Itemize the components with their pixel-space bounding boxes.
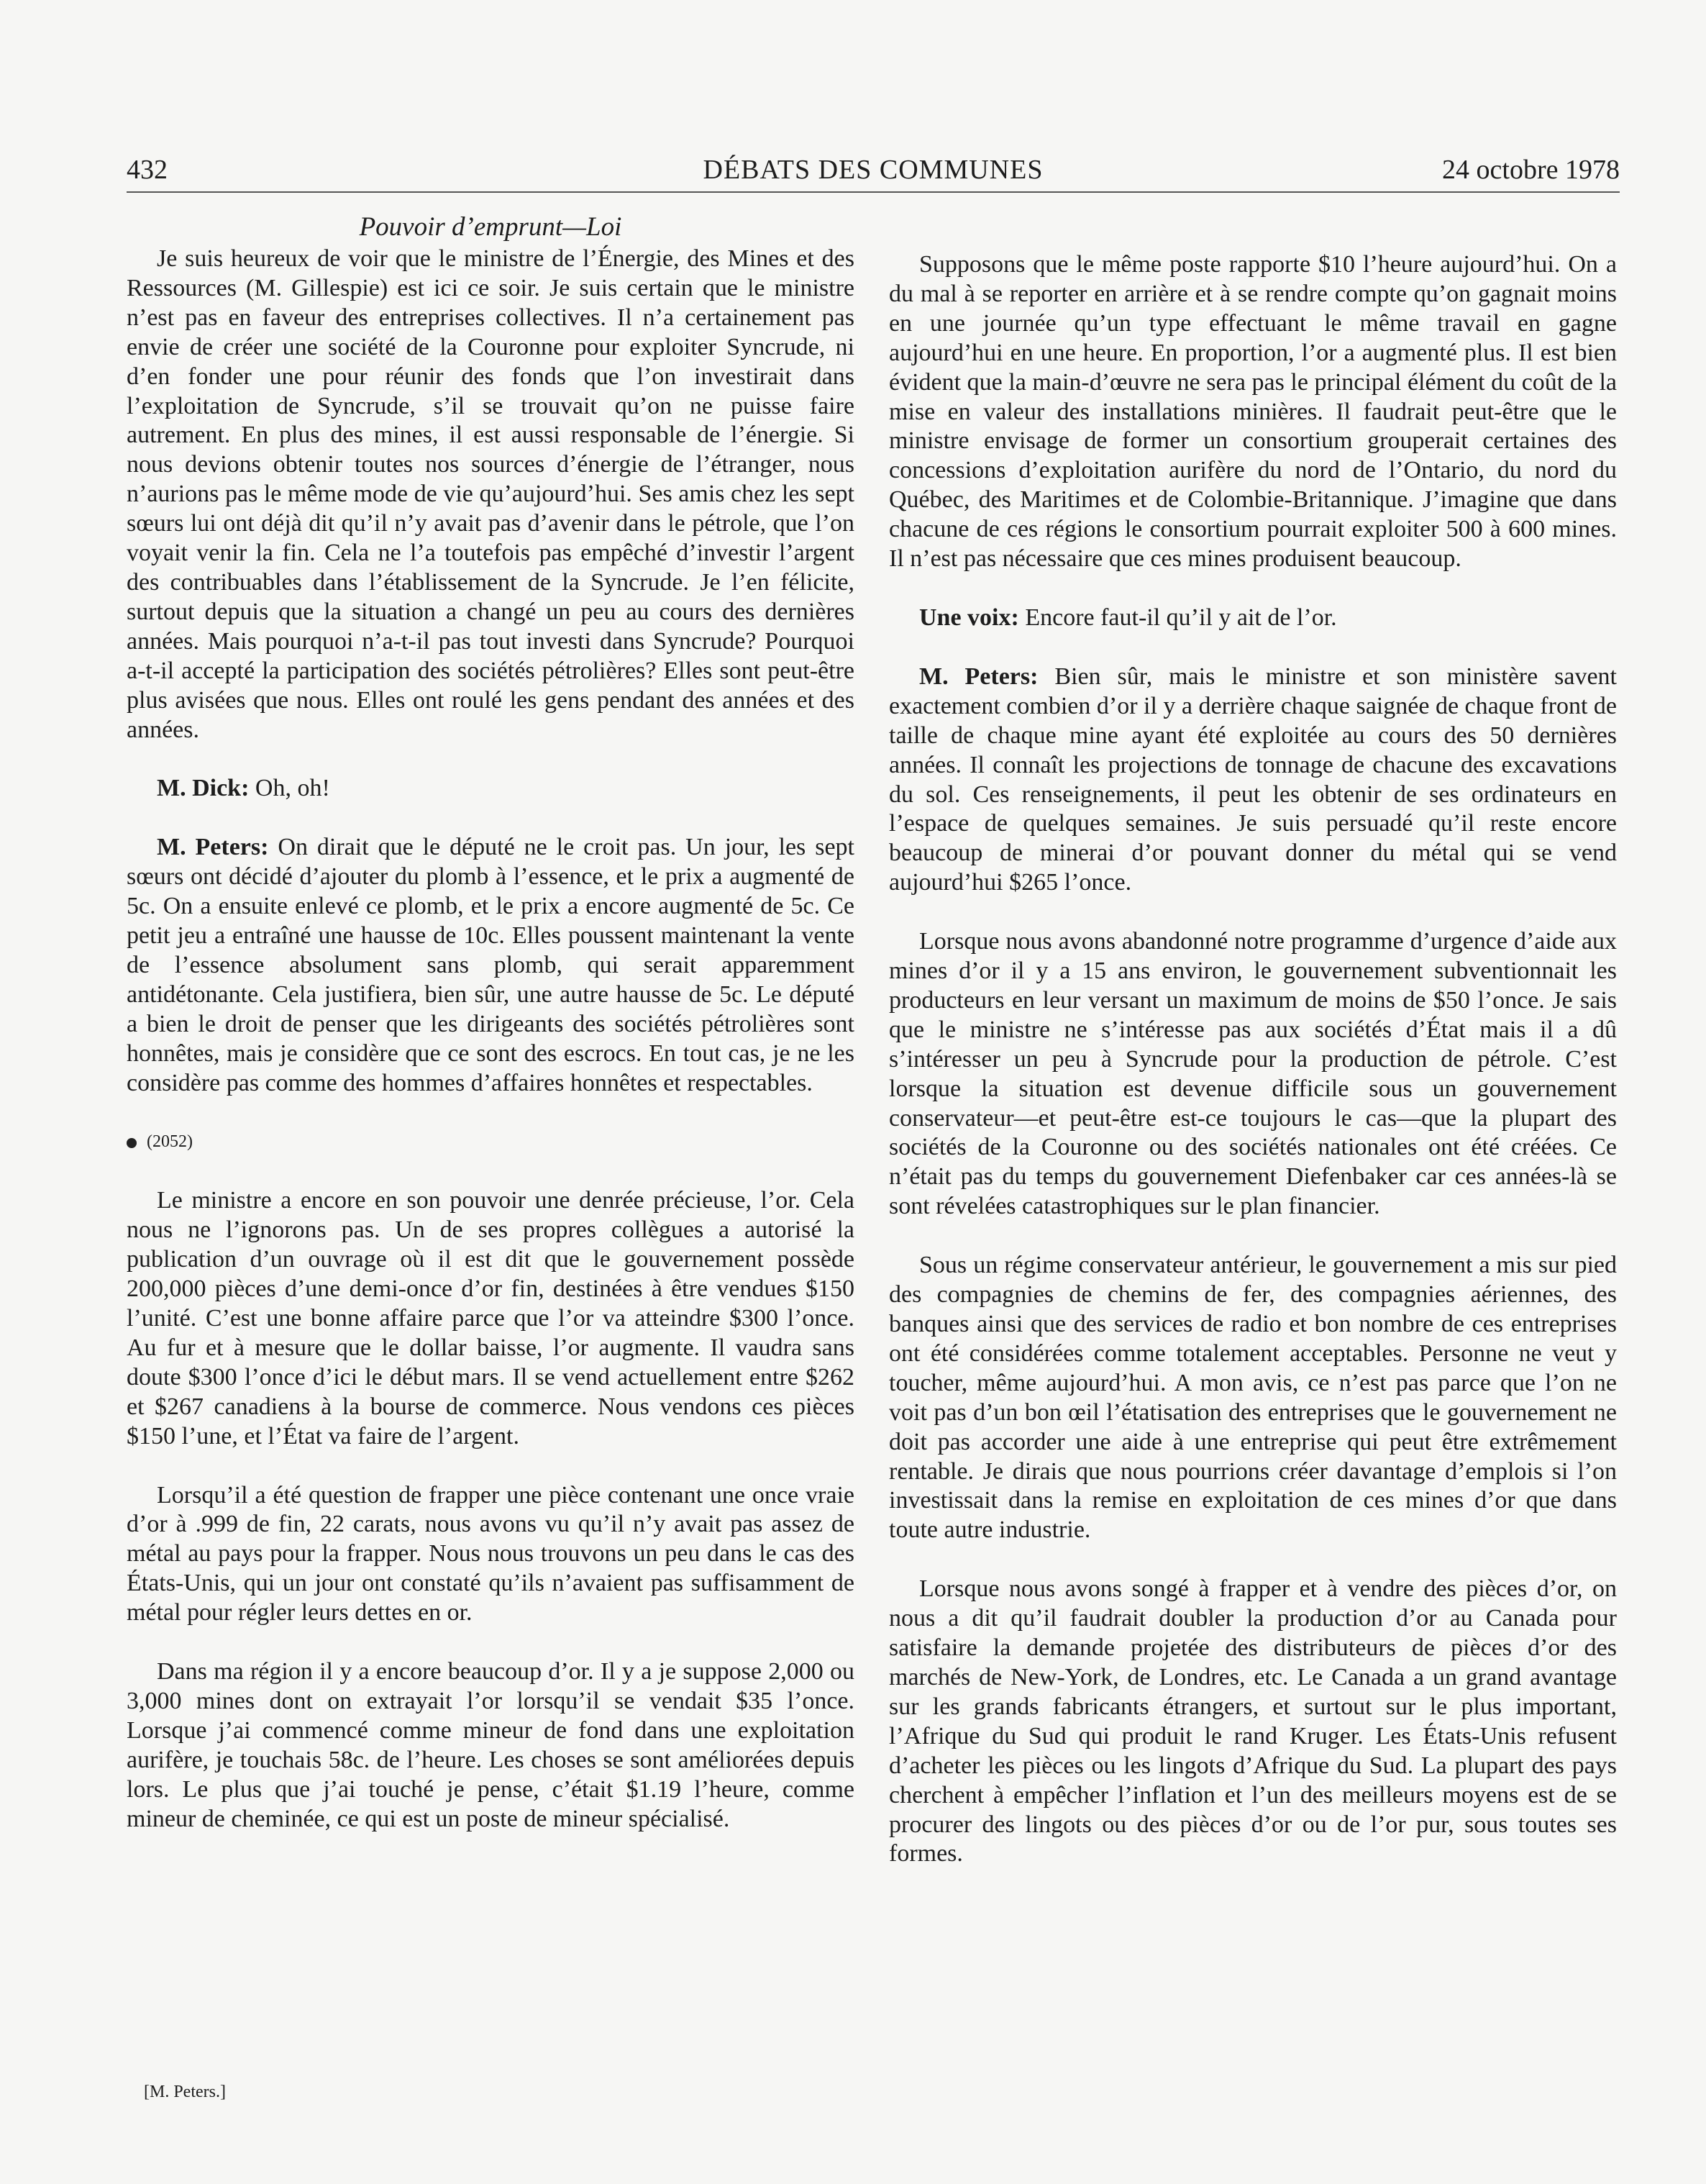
paragraph: Supposons que le même poste rapporte $10 l’heure aujourd’hui. On a du mal à se reporter en arrière et à se rendre compte qu’on gagnait moins en une journée qu’un type effectuant le même travail en gagne aujourd’hui en une heure. En proportion, l’or a augmenté plus. Il est bien évident que la main-d’œuvre ne sera pas le principal élément du coût de la mise en valeur des installations minières. Il faudrait peut-être que le ministre envisage de former un consortium grouperait certaines des concessions d’exploitation aurifère du nord de l’Ontario, du nord du Québec, des Maritimes et de Colombie-Britannique. J’imagine que dans chacune de ces régions le consortium pourrait exploiter 500 à 600 mines. Il n’est pas nécessaire que ces mines produisent beaucoup. — [889, 251, 1617, 573]
speech — [889, 663, 1617, 898]
paragraph: Sous un régime conservateur antérieur, le gouvernement a mis sur pied des compagnies de chemins de fer, des compagnies aériennes, des banques ainsi que des services de radio et bon nombre de ces entreprises ont été considérées comme totalement acceptables. Personne ne veut y toucher, même aujourd’hui. A mon avis, ce n’est pas parce que l’on ne voit pas d’un bon œil l’étatisation des entreprises que le gouvernement ne doit pas accorder une aide à une entreprise qui peut être extrêmement rentable. Je dirais que nous pourrions créer davantage d’emplois si l’on investissait dans la remise en exploitation de ces mines d’or que dans toute autre industrie. — [889, 1252, 1617, 1544]
publication-date: 24 octobre 1978 — [1442, 155, 1620, 185]
speaker-name: M. Peters: — [157, 834, 269, 861]
speaker-name: Une voix: — [919, 604, 1019, 631]
time-stamp: (2052) — [127, 1127, 854, 1157]
page-number: 432 — [127, 155, 168, 185]
footer-speaker-label: [M. Peters.] — [144, 2083, 226, 2101]
page-header — [127, 148, 1620, 193]
speech-interjection — [127, 774, 854, 804]
running-title: Pouvoir d’emprunt—Loi — [359, 212, 622, 242]
publication-title: DÉBATS DES COMMUNES — [703, 155, 1044, 185]
paragraph: Le ministre a encore en son pouvoir une denrée précieuse, l’or. Cela nous ne l’ignorons pas. Un de ses propres collègues a autorisé la publication d’un ouvrage où il est dit que le gouvernement possède 200,000 pièces d’une demi-once d’or fin, destinées à être vendues $150 l’unité. C’est une bonne affaire parce que l’or va atteindre $300 l’once. Au fur et à mesure que le dollar baisse, l’or augmente. Il vaudra sans doute $300 l’once d’ici le début mars. Il se vend actuellement entre $262 et $267 canadiens à la bourse de commerce. Nous vendons ces pièces $150 l’une, et l’État va faire de l’argent. — [127, 1187, 854, 1450]
speaker-name: M. Dick: — [157, 775, 250, 802]
speech — [127, 833, 854, 1098]
bullet-icon — [127, 1138, 137, 1148]
speech-text: On dirait que le député ne le croit pas. Un jour, les sept sœurs ont décidé d’ajouter du plomb à l’essence, et le prix a augmenté de 5c. On a ensuite enlevé ce plomb, et le prix a encore augmenté de 5c. Ce petit jeu a entraîné une hausse de 10c. Elles poussent maintenant la vente de l’essence absolument sans plomb, qui serait apparemment antidétonante. Cela justifiera, bien sûr, une autre hausse de 5c. Le député a bien le droit de penser que les dirigeants des sociétés pétrolières sont honnêtes, mais je considère que ce sont des escrocs. En tout cas, je ne les considère pas comme des hommes d’affaires honnêtes et respectables. — [127, 834, 854, 1096]
paragraph: Lorsque nous avons abandonné notre programme d’urgence d’aide aux mines d’or il y a 15 ans environ, le gouvernement subventionnait les producteurs en leur versant un maximum de moins de $50 l’once. Je sais que le ministre ne s’intéresse pas aux sociétés d’État mais il a dû s’intéresser un peu à Syncrude pour la production de pétrole. C’est lorsque la situation est devenue difficile sous un gouvernement conservateur—et peut-être est-ce toujours le cas—que la plupart des sociétés de la Couronne ou des sociétés nationales ont été créées. Ce n’était pas du temps du gouvernement Diefenbaker car ces années-là se sont révelées catastrophiques sur le plan financier. — [889, 928, 1617, 1220]
paragraph: Lorsque nous avons songé à frapper et à vendre des pièces d’or, on nous a dit qu’il faudrait doubler la production d’or au Canada pour satisfaire la demande projetée des distributeurs de pièces d’or des marchés de New-York, de Londres, etc. Le Canada a un grand avantage sur les grands fabricants étrangers, et surtout sur le plus important, l’Afrique du Sud qui produit le rand Kruger. Les États-Unis refusent d’acheter les pièces ou les lingots d’Afrique du Sud. La plupart des pays cherchent à empêcher l’inflation et l’un des meilleurs moyens est de se procurer des lingots ou des pièces d’or ou de l’or pur, sous toutes ses formes. — [889, 1575, 1617, 1867]
left-column — [127, 245, 854, 1834]
speech-text: Bien sûr, mais le ministre et son ministère savent exactement combien d’or il y a derrière chaque saignée de chaque front de taille de chaque mine ayant été exploitée au cours des 50 dernières années. Il connaît les projections de tonnage de chacune des excavations du sol. Ces renseignements, il peut les obtenir de ses ordinateurs en l’espace de quelques semaines. Je suis persuadé qu’il reste encore beaucoup de minerai d’or pouvant donner du métal qui se vend aujourd’hui $265 l’once. — [889, 663, 1617, 896]
speech-text: Oh, oh! — [249, 775, 330, 802]
speaker-name: M. Peters: — [919, 663, 1039, 690]
right-column — [889, 250, 1617, 1869]
paragraph: Je suis heureux de voir que le ministre de l’Énergie, des Mines et des Ressources (M. Gillespie) est ici ce soir. Je suis certain que le ministre n’est pas en faveur des entreprises collectives. Il n’a certainement pas envie de créer une société de la Couronne pour exploiter Syncrude, ni d’en fonder une pour réunir des fonds que l’on investirait dans l’exploitation de Syncrude, s’il se trouvait qu’on ne puisse faire autrement. En plus des mines, il est aussi responsable de l’énergie. Si nous devions obtenir toutes nos sources d’énergie de l’étranger, nous n’aurions pas le même mode de vie qu’aujourd’hui. Ses amis chez les sept sœurs lui ont déjà dit qu’il n’y avait pas d’avenir dans le pétrole, que l’on voyait venir la fin. Cela ne l’a toutefois pas empêché d’investir l’argent des contribuables dans l’établissement de la Syncrude. Je l’en félicite, surtout depuis que la situation a changé un peu au cours des dernières années. Mais pourquoi n’a-t-il pas tout investi dans Syncrude? Pourquoi a-t-il accepté la participation des sociétés pétrolières? Elles sont peut-être plus avisées que nous. Elles ont roulé les gens pendant des années et des années. — [127, 245, 854, 743]
speech-interjection — [889, 604, 1617, 633]
paragraph: Dans ma région il y a encore beaucoup d’or. Il y a je suppose 2,000 ou 3,000 mines dont on extrayait l’or lorsqu’il se vendait $35 l’once. Lorsque j’ai commencé comme mineur de fond dans une exploitation aurifère, je touchais 58c. de l’heure. Les choses se sont améliorées depuis lors. Le plus que j’ai touché je pense, c’était $1.19 l’heure, comme mineur de cheminée, ce qui est un poste de mineur spécialisé. — [127, 1658, 854, 1832]
paragraph: Lorsqu’il a été question de frapper une pièce contenant une once vraie d’or à .999 de fin, 22 carats, nous avons vu qu’il n’y avait pas assez de métal au pays pour la frapper. Nous nous trouvons un peu dans le cas des États-Unis, qui un jour ont constaté qu’ils n’avaient pas suffisamment de métal pour régler leurs dettes en or. — [127, 1481, 854, 1626]
speech-text: Encore faut-il qu’il y ait de l’or. — [1018, 604, 1337, 631]
